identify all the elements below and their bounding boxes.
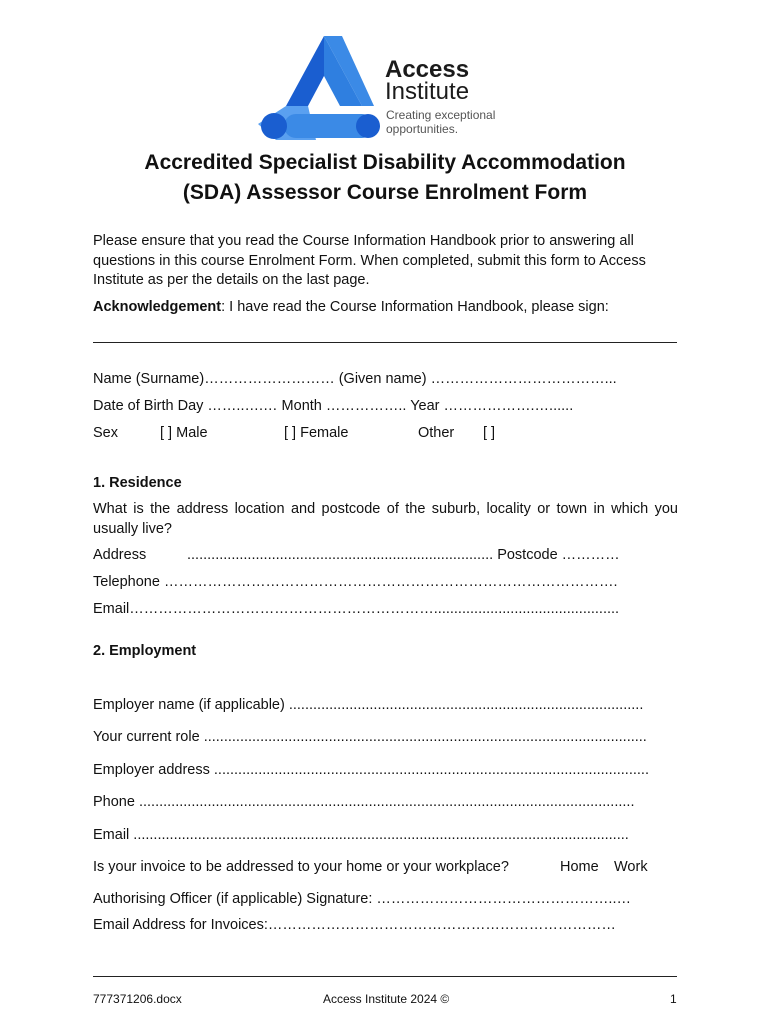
- intro-paragraph: Please ensure that you read the Course Information Handbook prior to answering all questions in this course Enrolment Form. When completed, submit this form to Access Institute as per the details on the last page.: [93, 233, 646, 288]
- female-checkbox[interactable]: [ ] Female: [284, 425, 349, 441]
- signature-line[interactable]: [93, 342, 677, 343]
- invoice-work-option[interactable]: Work: [614, 859, 648, 875]
- other-label: Other: [418, 425, 455, 441]
- address-field[interactable]: ............................................................................ Postcode …………: [187, 547, 620, 563]
- footer-page-number: 1: [670, 992, 677, 1006]
- employer-address-field[interactable]: Employer address ............................................................................................................: [93, 762, 649, 778]
- tagline-line1: Creating exceptional: [386, 108, 496, 122]
- logo-name-line1: Access: [385, 56, 470, 83]
- footer-divider: [93, 976, 677, 977]
- telephone-field[interactable]: Telephone ………………………………………………………………………………….: [93, 574, 618, 590]
- acknowledgement: [93, 298, 609, 316]
- male-checkbox[interactable]: [ ] Male: [160, 425, 208, 441]
- residence-question: What is the address location and postcode of the suburb, locality or town in which you usually live?: [93, 501, 678, 537]
- name-field[interactable]: Name (Surname)……………………… (Given name) ………………………………...: [93, 371, 617, 387]
- footer-copyright: Access Institute 2024 ©: [323, 992, 450, 1006]
- sex-label: Sex: [93, 425, 118, 441]
- invoice-question: Is your invoice to be addressed to your home or your workplace?: [93, 859, 509, 875]
- residence-heading: 1. Residence: [93, 475, 182, 491]
- logo-name-line2: Institute: [385, 78, 470, 105]
- invoice-home-option[interactable]: Home: [560, 859, 599, 875]
- employment-phone-field[interactable]: Phone ...........................................................................................................................: [93, 794, 635, 810]
- employer-name-field[interactable]: Employer name (if applicable) ........................................................................................: [93, 697, 644, 713]
- dob-field[interactable]: Date of Birth Day ……..….… Month …………….. Year ……………….…......: [93, 398, 574, 414]
- current-role-field[interactable]: Your current role ..............................................................................................................: [93, 729, 647, 745]
- footer-doc-name: 777371206.docx: [93, 992, 182, 1006]
- employment-heading: 2. Employment: [93, 643, 197, 659]
- employment-email-field[interactable]: Email ...........................................................................................................................: [93, 827, 629, 843]
- logo-tagline: [386, 108, 495, 136]
- form-title-line1: Accredited Specialist Disability Accommodation: [144, 151, 626, 174]
- invoice-email-field[interactable]: Email Address for Invoices:………………………………………………………………: [93, 917, 616, 933]
- residence-email-field[interactable]: Email………………………………………………………..............................................: [93, 601, 620, 617]
- tagline-line2: opportunities.: [386, 122, 459, 136]
- form-title-line2: (SDA) Assessor Course Enrolment Form: [182, 181, 588, 204]
- address-label: Address: [93, 547, 147, 563]
- other-checkbox[interactable]: [ ]: [483, 425, 496, 441]
- acknowledgement-text: : I have read the Course Information Handbook, please sign:: [221, 299, 609, 315]
- authorising-signature-field[interactable]: Authorising Officer (if applicable) Signature: …………………………………………..…: [93, 891, 631, 907]
- acknowledgement-label: Acknowledgement: [93, 299, 222, 315]
